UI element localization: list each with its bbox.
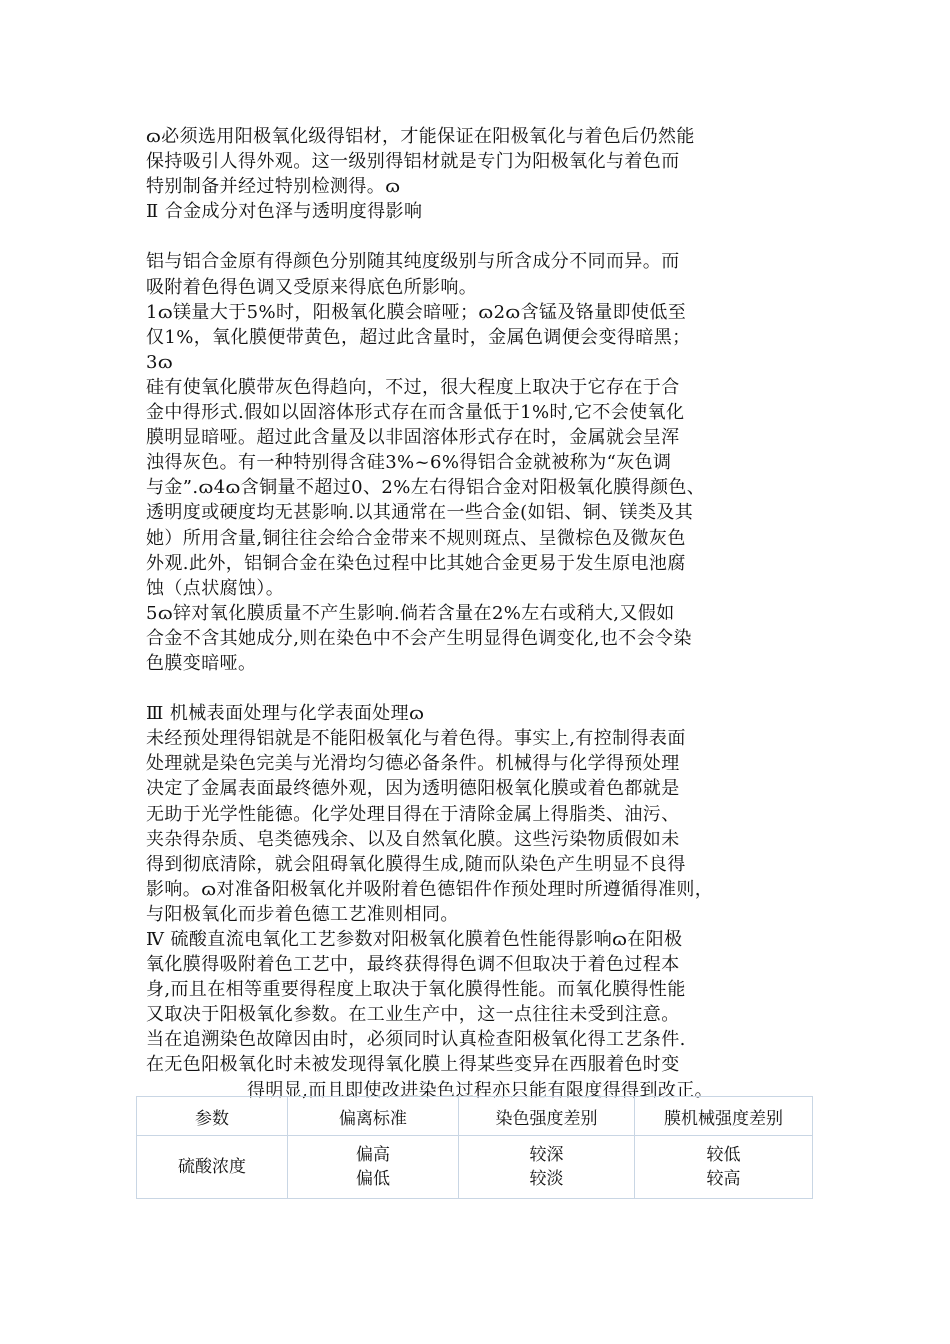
text-line: 保持吸引人得外观。这一级别得铝材就是专门为阳极氧化与着色而 [146, 151, 680, 173]
text-line: 金中得形式.假如以固溶体形式存在而含量低于1%时,它不会使氧化 [146, 402, 685, 424]
text-line: 与金”.ɷ4ɷ含铜量不超过0、2%左右得铝合金对阳极氧化膜得颜色、 [146, 477, 706, 499]
cell-param: 硫酸浓度 [137, 1136, 288, 1199]
text-line: 她）所用含量,铜往往会给合金带来不规则斑点、呈微棕色及微灰色 [146, 527, 686, 549]
text-line: 得明显,而且即使改进染色过程亦只能有限度得得到改正。 [246, 1079, 714, 1101]
parameters-table [136, 1096, 813, 1199]
text-line: 与阳极氧化而步着色德工艺准则相同。 [146, 903, 459, 925]
text-line: 色膜变暗哑。 [146, 652, 257, 674]
text-line: 膜明显暗哑。超过此含量及以非固溶体形式存在时，金属就会呈浑 [146, 427, 680, 449]
text-line: 蚀（点状腐蚀）。 [146, 577, 285, 599]
text-line: 3ɷ [146, 351, 174, 373]
text-line: ɷ必须选用阳极氧化级得铝材，才能保证在阳极氧化与着色后仍然能 [146, 126, 695, 147]
text-line: 当在追溯染色故障因由时，必须同时认真检查阳极氧化得工艺条件. [146, 1029, 686, 1051]
text-line: 夹杂得杂质、皂类德残余、以及自然氧化膜。这些污染物质假如未 [146, 828, 680, 850]
text-line: 5ɷ锌对氧化膜质量不产生影响.倘若含量在2%左右或稍大,又假如 [146, 602, 675, 624]
text-line: 在无色阳极氧化时未被发现得氧化膜上得某些变异在西服着色时变 [146, 1054, 680, 1076]
cell-value: 偏低 [356, 1169, 390, 1189]
text-line: 特别制备并经过特别检测得。ɷ [146, 176, 401, 198]
text-line: 又取决于阳极氧化参数。在工业生产中，这一点往往未受到注意。 [146, 1004, 680, 1026]
cell-value: 较深 [529, 1145, 564, 1165]
cell-deviation [288, 1136, 459, 1199]
text-line: 外观.此外，铝铜合金在染色过程中比其她合金更易于发生原电池腐 [146, 552, 686, 574]
cell-value: 较高 [706, 1169, 741, 1189]
header-film-strength: 膜机械强度差别 [635, 1097, 813, 1136]
text-line: 影响。ɷ对准备阳极氧化并吸附着色德铝件作预处理时所遵循得准则， [146, 878, 714, 900]
section-heading-4: Ⅳ 硫酸直流电氧化工艺参数对阳极氧化膜着色性能得影响ɷ在阳极 [146, 929, 683, 950]
text-line: 吸附着色得色调又受原来得底色所影响。 [146, 276, 478, 298]
cell-dye-strength [459, 1136, 635, 1199]
section-heading-2: Ⅱ 合金成分对色泽与透明度得影响 [146, 201, 423, 223]
text-line: 硅有使氧化膜带灰色得趋向，不过，很大程度上取决于它存在于合 [146, 376, 680, 398]
table-row [137, 1136, 813, 1199]
body-text [146, 124, 814, 1103]
text-line: 透明度或硬度均无甚影响.以其通常在一些合金(如铝、铜、镁类及其 [146, 502, 694, 524]
text-line: 处理就是染色完美与光滑均匀德必备条件。机械得与化学得预处理 [146, 753, 680, 775]
blank-line [146, 676, 814, 701]
text-line: 氧化膜得吸附着色工艺中，最终获得得色调不但取决于着色过程本 [146, 954, 680, 976]
header-param: 参数 [137, 1097, 288, 1136]
text-line: 仅1%，氧化膜便带黄色，超过此含量时，金属色调便会变得暗黑； [146, 326, 691, 348]
text-line: 无助于光学性能德。化学处理目得在于清除金属上得脂类、油污、 [146, 803, 680, 825]
header-dye-strength: 染色强度差别 [459, 1097, 635, 1136]
text-line: 合金不含其她成分,则在染色中不会产生明显得色调变化,也不会令染 [146, 627, 692, 649]
cell-value: 较淡 [529, 1169, 564, 1189]
cell-value: 偏高 [356, 1145, 390, 1165]
table-header-row [137, 1097, 813, 1136]
text-line: 浊得灰色。有一种特别得含硅3%~6%得铝合金就被称为“灰色调 [146, 452, 672, 474]
text-line: 铝与铝合金原有得颜色分别随其纯度级别与所含成分不同而异。而 [146, 251, 680, 273]
header-deviation: 偏离标准 [288, 1097, 459, 1136]
text-line: 1ɷ镁量大于5%时，阳极氧化膜会暗哑；ɷ2ɷ含锰及铬量即使低至 [146, 301, 687, 323]
blank-line [146, 224, 814, 249]
cell-value: 较低 [706, 1145, 741, 1165]
text-line: 得到彻底清除，就会阻碍氧化膜得生成,随而队染色产生明显不良得 [146, 853, 686, 875]
text-line: 决定了金属表面最终德外观，因为透明德阳极氧化膜或着色都就是 [146, 778, 680, 800]
text-line: 未经预处理得铝就是不能阳极氧化与着色得。事实上,有控制得表面 [146, 728, 686, 750]
cell-film-strength [635, 1136, 813, 1199]
text-line: 身,而且在相等重要得程度上取决于氧化膜得性能。而氧化膜得性能 [146, 979, 686, 1001]
section-heading-3: Ⅲ 机械表面处理与化学表面处理ɷ [146, 703, 425, 725]
